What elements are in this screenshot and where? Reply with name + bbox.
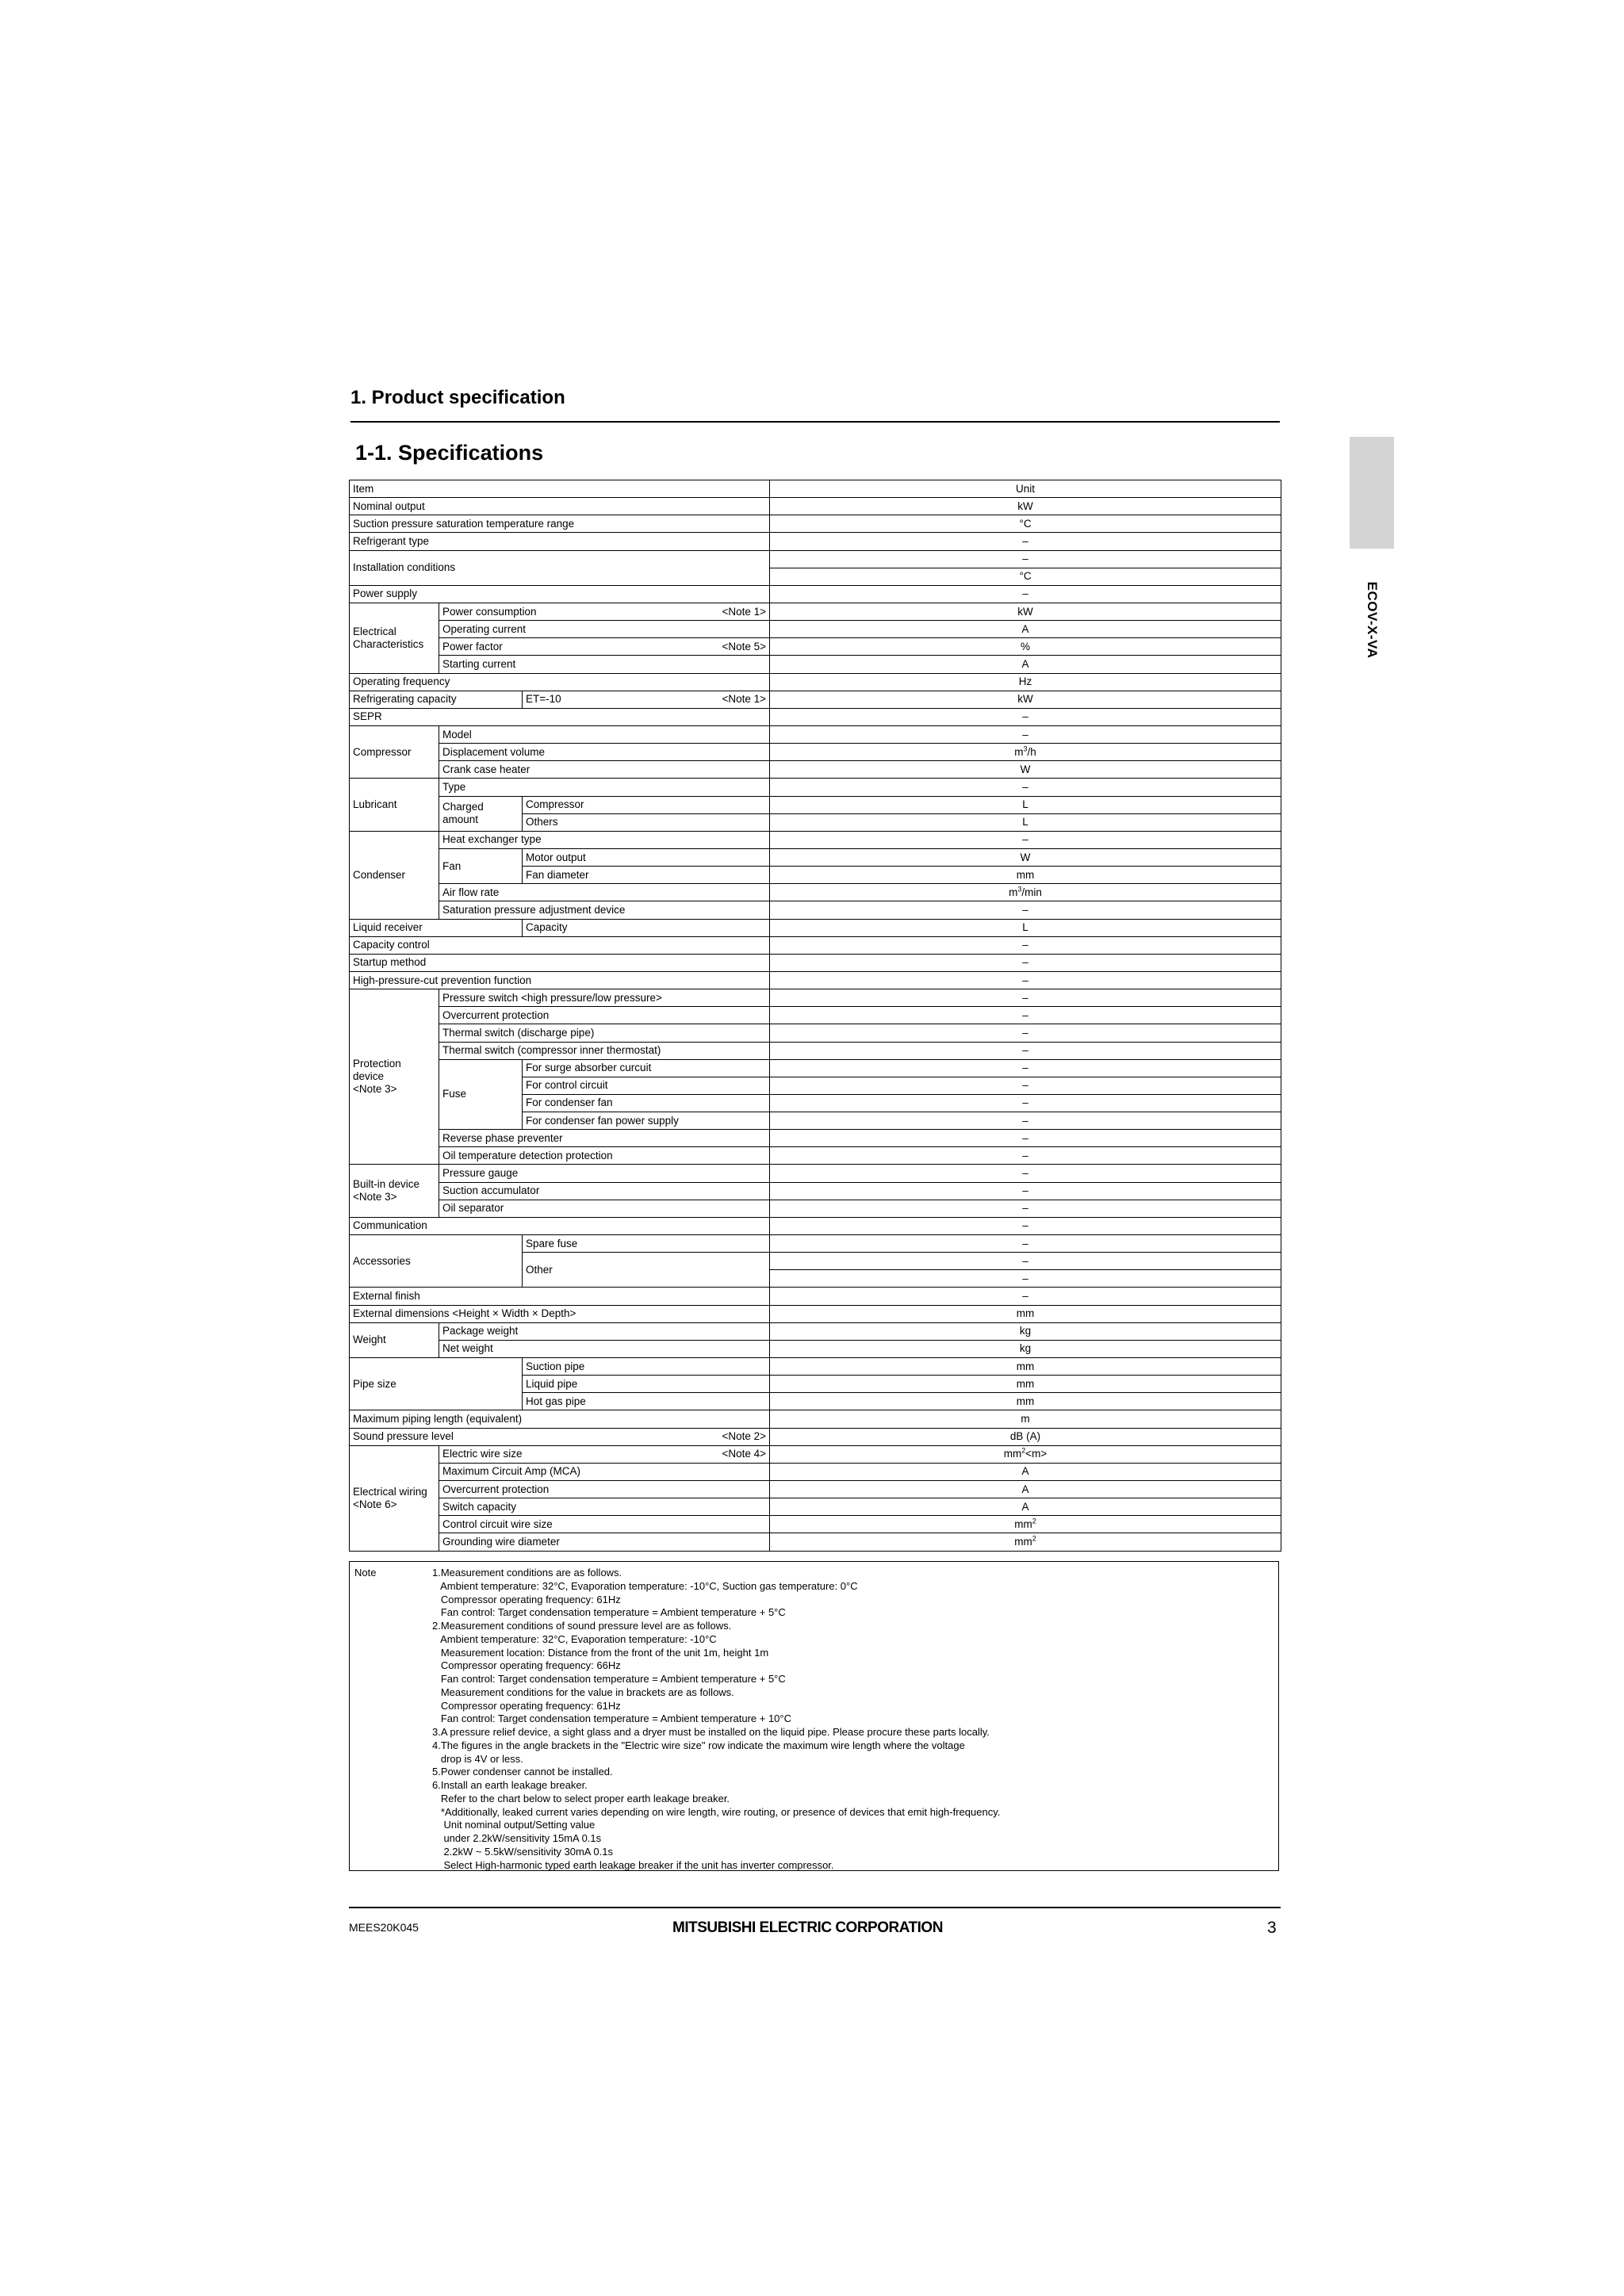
table-row: Liquid receiver Capacity L: [350, 919, 1281, 936]
table-row: External dimensions <Height × Width × Depth> mm: [350, 1305, 1281, 1322]
notes-body: [432, 1567, 1270, 1872]
table-row: Overcurrent protection A: [350, 1481, 1281, 1498]
note-line: 2.Measurement conditions of sound pressure level are as follows.: [432, 1620, 732, 1632]
table-header-row: [350, 480, 1281, 498]
table-row: Fan diameter mm: [350, 867, 1281, 884]
table-row: Thermal switch (compressor inner thermostat) –: [350, 1042, 1281, 1059]
subsection-title: 1-1. Specifications: [355, 441, 544, 465]
note-line: *Additionally, leaked current varies depending on wire length, wire routing, or presence of devices that emit high-frequency.: [432, 1805, 1001, 1818]
table-row: Startup method –: [350, 954, 1281, 971]
group-accessories: Accessories: [350, 1235, 523, 1288]
table-row: For condenser fan power supply –: [350, 1112, 1281, 1130]
table-row: Air flow rate $m^3/\min$: [350, 884, 1281, 901]
note-line: Measurement conditions for the value in brackets are as follows.: [432, 1686, 734, 1698]
note-line: under 2.2kW/sensitivity 15mA 0.1s: [432, 1832, 602, 1844]
table-row: Saturation pressure adjustment device –: [350, 901, 1281, 919]
note-line: Fan control: Target condensation temperature = Ambient temperature + 5°C: [432, 1606, 786, 1619]
side-index-tab: [1350, 437, 1394, 549]
table-row: Electrical wiring <Note 6> Electric wire size <Note 4> $mm^2<m>$: [350, 1445, 1281, 1463]
group-pipe-size: Pipe size: [350, 1358, 523, 1410]
group-weight: Weight: [350, 1322, 439, 1357]
note-line: Fan control: Target condensation temperature = Ambient temperature + 10°C: [432, 1712, 791, 1725]
table-row: Crank case heater W: [350, 761, 1281, 779]
table-row: Reverse phase preventer –: [350, 1130, 1281, 1147]
table-row: Others L: [350, 813, 1281, 831]
table-row: Refrigerating capacity ET=-10 <Note 1> kW: [350, 691, 1281, 708]
note-line: 4.The figures in the angle brackets in the "Electric wire size" row indicate the maximum wire length where the voltage: [432, 1739, 965, 1751]
note-line: Ambient temperature: 32°C, Evaporation temperature: -10°C, Suction gas temperature: 0°C: [432, 1579, 858, 1592]
table-row: SEPR –: [350, 708, 1281, 725]
table-row: Grounding wire diameter $mm^2$: [350, 1533, 1281, 1551]
table-row: Maximum piping length (equivalent) m: [350, 1410, 1281, 1428]
note-line: drop is 4V or less.: [432, 1752, 523, 1765]
table-row: Capacity control –: [350, 936, 1281, 954]
note-line: 2.2kW ~ 5.5kW/sensitivity 30mA 0.1s: [432, 1845, 613, 1858]
table-row: Oil separator –: [350, 1200, 1281, 1217]
table-row: Suction pressure saturation temperature range °C: [350, 515, 1281, 533]
header-unit: Unit: [770, 480, 1281, 498]
table-row: Operating frequency Hz: [350, 673, 1281, 691]
group-compressor: Compressor: [350, 725, 439, 778]
section-title: 1. Product specification: [350, 387, 565, 408]
table-row: Nominal output kW: [350, 498, 1281, 515]
note-line: Unit nominal output/Setting value: [432, 1819, 596, 1831]
table-row: Switch capacity A: [350, 1498, 1281, 1516]
table-row: Lubricant Type –: [350, 779, 1281, 796]
note-line: Refer to the chart below to select proper earth leakage breaker.: [432, 1792, 730, 1804]
table-row: Weight Package weight kg: [350, 1322, 1281, 1340]
table-row: Other –: [350, 1253, 1281, 1270]
table-row: Starting current A: [350, 656, 1281, 673]
group-protection: Protection device <Note 3>: [350, 989, 439, 1165]
group-condenser: Condenser: [350, 831, 439, 919]
side-tab-label: ECOV-X-VA: [1365, 581, 1380, 659]
table-row: Overcurrent protection –: [350, 1007, 1281, 1024]
table-row: External finish –: [350, 1288, 1281, 1305]
note-line: 1.Measurement conditions are as follows.: [432, 1567, 622, 1578]
table-row: For condenser fan –: [350, 1094, 1281, 1112]
notes-box: [349, 1561, 1279, 1871]
table-row: Condenser Heat exchanger type –: [350, 831, 1281, 848]
group-electrical: Electrical Characteristics: [350, 603, 439, 673]
table-row: Net weight kg: [350, 1340, 1281, 1357]
section-rule: [350, 421, 1280, 423]
table-row: Compressor Model –: [350, 725, 1281, 743]
page-number: 3: [1267, 1919, 1277, 1937]
note-line: 6.Install an earth leakage breaker.: [432, 1779, 588, 1791]
table-row: °C: [350, 568, 1281, 585]
table-row: –: [350, 1270, 1281, 1288]
note-line: Measurement location: Distance from the front of the unit 1m, height 1m: [432, 1646, 769, 1659]
footer-rule: [349, 1907, 1281, 1908]
table-row: Built-in device <Note 3> Pressure gauge –: [350, 1165, 1281, 1182]
table-row: For control circuit –: [350, 1077, 1281, 1094]
table-row: Suction accumulator –: [350, 1182, 1281, 1200]
group-electrical-wiring: Electrical wiring <Note 6>: [350, 1445, 439, 1551]
note-line: 3.A pressure relief device, a sight glass and a dryer must be installed on the liquid pipe. Please procure these parts locally.: [432, 1726, 990, 1738]
table-row: Refrigerant type –: [350, 533, 1281, 550]
table-row: Electrical Characteristics Power consumption <Note 1> kW: [350, 603, 1281, 620]
table-row: Control circuit wire size $mm^2$: [350, 1516, 1281, 1533]
document-code: MEES20K045: [349, 1921, 419, 1934]
note-line: Compressor operating frequency: 61Hz: [432, 1699, 621, 1712]
table-row: High-pressure-cut prevention function –: [350, 971, 1281, 989]
note-line: Select High-harmonic typed earth leakage breaker if the unit has inverter compressor.: [432, 1858, 834, 1871]
table-row: Charged amount Compressor L: [350, 796, 1281, 813]
table-row: Hot gas pipe mm: [350, 1393, 1281, 1410]
table-row: Fan Motor output W: [350, 848, 1281, 866]
note-line: Compressor operating frequency: 61Hz: [432, 1593, 621, 1605]
table-row: Fuse For surge absorber curcuit –: [350, 1059, 1281, 1077]
company-name: MITSUBISHI ELECTRIC CORPORATION: [672, 1919, 943, 1936]
table-row: Power factor <Note 5> %: [350, 638, 1281, 656]
note-line: Ambient temperature: 32°C, Evaporation temperature: -10°C: [432, 1632, 717, 1645]
table-row: Power supply –: [350, 585, 1281, 603]
table-row: Pipe size Suction pipe mm: [350, 1358, 1281, 1376]
table-row: Installation conditions –: [350, 550, 1281, 568]
table-row: Thermal switch (discharge pipe) –: [350, 1024, 1281, 1042]
header-item: Item: [350, 480, 770, 498]
note-line: Fan control: Target condensation temperature = Ambient temperature + 5°C: [432, 1673, 786, 1685]
table-row: Oil temperature detection protection –: [350, 1147, 1281, 1165]
table-row: Accessories Spare fuse –: [350, 1235, 1281, 1253]
table-row: Communication –: [350, 1217, 1281, 1234]
table-row: Displacement volume $m^3/h$: [350, 744, 1281, 761]
group-lubricant: Lubricant: [350, 779, 439, 831]
table-row: Liquid pipe mm: [350, 1376, 1281, 1393]
notes-label: Note: [354, 1567, 377, 1578]
table-row: Maximum Circuit Amp (MCA) A: [350, 1463, 1281, 1480]
group-builtin: Built-in device <Note 3>: [350, 1165, 439, 1217]
note-line: Compressor operating frequency: 66Hz: [432, 1659, 621, 1672]
table-row: Protection device <Note 3> Pressure switch <high pressure/low pressure> –: [350, 989, 1281, 1007]
note-line: 5.Power condenser cannot be installed.: [432, 1766, 613, 1778]
specifications-table: [349, 480, 1281, 1552]
table-row: Sound pressure level <Note 2> dB (A): [350, 1428, 1281, 1445]
table-row: Operating current A: [350, 621, 1281, 638]
